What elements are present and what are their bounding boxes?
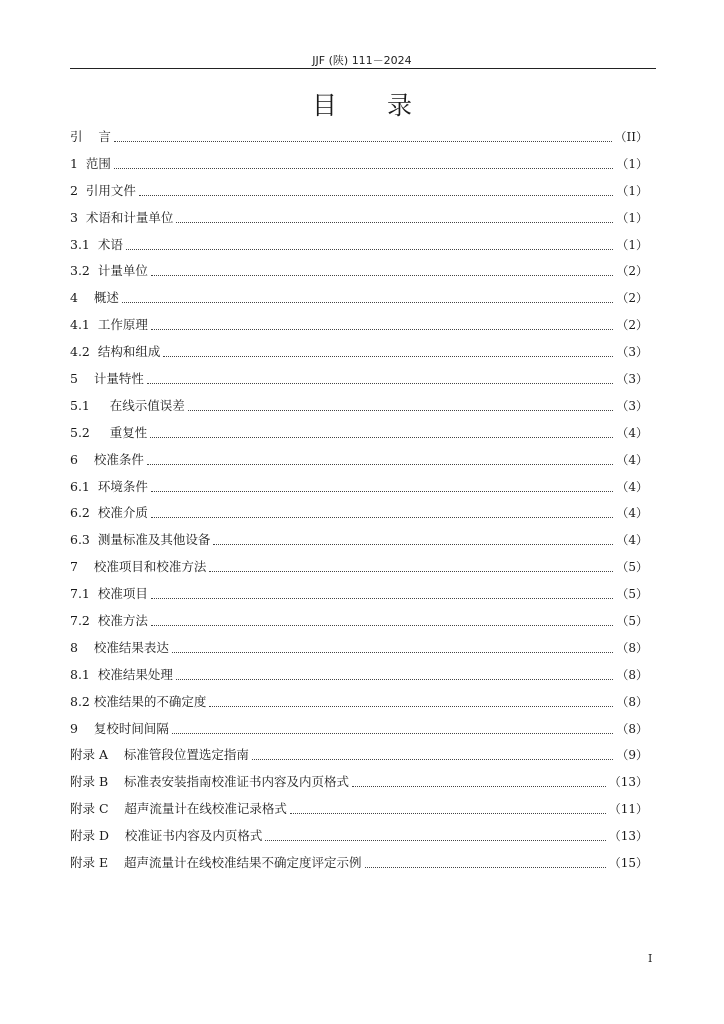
toc-entry[interactable]	[70, 850, 648, 877]
toc-dot-leader	[114, 168, 613, 169]
toc-entry[interactable]	[70, 258, 648, 285]
toc-entry-label: 1 范围	[70, 155, 111, 171]
toc-entry[interactable]	[70, 635, 648, 662]
toc-entry-label: 附录 B 标准表安装指南校准证书内容及内页格式	[70, 774, 350, 790]
toc-dot-leader	[352, 786, 606, 787]
toc-entry[interactable]	[70, 232, 648, 259]
toc-entry-label: 5.1 在线示值误差	[70, 397, 185, 413]
toc-entry[interactable]	[70, 608, 648, 635]
toc-dot-leader	[147, 383, 614, 384]
toc-entry[interactable]	[70, 527, 648, 554]
toc-entry[interactable]	[70, 742, 648, 769]
toc-dot-leader	[151, 598, 614, 599]
toc-dot-leader	[151, 275, 614, 276]
toc-entry-label: 6.3 测量标准及其他设备	[70, 532, 211, 548]
toc-dot-leader	[213, 544, 613, 545]
toc-entry[interactable]	[70, 124, 648, 151]
toc-entry-page: （3）	[616, 398, 648, 413]
toc-entry[interactable]	[70, 393, 648, 420]
toc-dot-leader	[114, 141, 612, 142]
toc-entry-label: 5.2 重复性	[70, 424, 148, 440]
toc-dot-leader	[163, 356, 613, 357]
toc-entry-label: 附录 A 标准管段位置选定指南	[70, 747, 249, 763]
toc-entry[interactable]	[70, 716, 648, 743]
toc-entry[interactable]	[70, 339, 648, 366]
toc-entry[interactable]	[70, 823, 648, 850]
toc-dot-leader	[188, 410, 614, 411]
toc-entry-page: （1）	[616, 210, 648, 225]
toc-entry-label: 引 言	[70, 129, 111, 144]
toc-dot-leader	[209, 706, 613, 707]
toc-entry-page: （8）	[616, 667, 648, 682]
toc-entry[interactable]	[70, 662, 648, 689]
toc-entry-page: （3）	[616, 372, 648, 387]
toc-dot-leader	[252, 759, 613, 760]
toc-entry-label: 9 复校时间间隔	[70, 720, 169, 736]
running-header: JJF (陕) 111－2024	[312, 54, 412, 67]
toc-dot-leader	[151, 329, 614, 330]
toc-entry[interactable]	[70, 178, 648, 205]
toc-entry[interactable]	[70, 366, 648, 393]
toc-entry-label: 3 术语和计量单位	[70, 209, 174, 225]
toc-dot-leader	[122, 302, 614, 303]
toc-entry-label: 4.2 结构和组成	[70, 344, 161, 360]
toc-entry-page: （1）	[616, 237, 648, 252]
toc-dot-leader	[365, 867, 606, 868]
toc-entry-page: （9）	[616, 748, 648, 763]
toc-dot-leader	[172, 733, 614, 734]
toc-entry-page: （3）	[616, 345, 648, 360]
toc-entry-page: （II）	[614, 130, 648, 144]
toc-dot-leader	[147, 464, 614, 465]
toc-entry-label: 3.1 术语	[70, 236, 123, 252]
toc-entry[interactable]	[70, 312, 648, 339]
toc-entry-label: 7.2 校准方法	[70, 613, 148, 629]
title-char-1: 目	[311, 91, 337, 120]
toc-entry-label: 6 校准条件	[70, 451, 144, 467]
toc-entry-page: （8）	[616, 721, 648, 736]
toc-dot-leader	[139, 195, 613, 196]
toc-entry-page: （4）	[616, 425, 648, 440]
toc-entry-page: （11）	[608, 802, 648, 817]
toc-entry-label: 附录 D 校准证书内容及内页格式	[70, 828, 263, 844]
toc-entry-page: （13）	[608, 775, 648, 790]
toc-entry-page: （4）	[616, 479, 648, 494]
toc-dot-leader	[151, 491, 614, 492]
toc-entry-page: （5）	[616, 587, 648, 602]
page-title	[0, 86, 724, 122]
toc-entry-label: 4.1 工作原理	[70, 317, 148, 333]
toc-dot-leader	[265, 840, 605, 841]
toc-entry-page: （5）	[616, 614, 648, 629]
toc-entry-label: 8 校准结果表达	[70, 639, 169, 655]
toc-entry-page: （13）	[608, 829, 648, 844]
toc-entry-page: （8）	[616, 694, 648, 709]
toc-dot-leader	[151, 625, 614, 626]
toc-entry[interactable]	[70, 500, 648, 527]
toc-entry[interactable]	[70, 796, 648, 823]
toc-entry[interactable]	[70, 447, 648, 474]
toc-entry[interactable]	[70, 554, 648, 581]
toc-entry-page: （5）	[616, 560, 648, 575]
toc-entry-label: 6.2 校准介质	[70, 505, 148, 521]
toc-dot-leader	[176, 222, 613, 223]
title-char-2: 录	[387, 91, 413, 120]
toc-entry-page: （4）	[616, 452, 648, 467]
toc-dot-leader	[172, 652, 614, 653]
toc-entry[interactable]	[70, 285, 648, 312]
toc-entry-page: （15）	[608, 856, 648, 871]
toc-dot-leader	[176, 679, 614, 680]
header-rule	[70, 68, 656, 69]
toc-entry-label: 5 计量特性	[70, 371, 144, 387]
toc-entry-page: （4）	[616, 533, 648, 548]
toc-entry[interactable]	[70, 151, 648, 178]
toc-entry-page: （1）	[616, 156, 648, 171]
toc-entry-label: 7 校准项目和校准方法	[70, 559, 207, 575]
table-of-contents	[70, 124, 648, 877]
toc-entry-label: 附录 E 超声流量计在线校准结果不确定度评定示例	[70, 855, 362, 871]
toc-entry[interactable]	[70, 581, 648, 608]
toc-dot-leader	[290, 813, 606, 814]
toc-entry-label: 7.1 校准项目	[70, 586, 148, 602]
toc-dot-leader	[209, 571, 613, 572]
toc-entry-page: （2）	[616, 264, 648, 279]
toc-entry-label: 8.1 校准结果处理	[70, 666, 173, 682]
toc-dot-leader	[150, 437, 613, 438]
toc-dot-leader	[126, 249, 614, 250]
toc-entry-page: （2）	[616, 318, 648, 333]
toc-entry-label: 4 概述	[70, 290, 119, 306]
toc-entry-label: 8.2 校准结果的不确定度	[70, 693, 207, 709]
toc-entry-label: 6.1 环境条件	[70, 478, 148, 494]
toc-entry-page: （8）	[616, 640, 648, 655]
toc-entry[interactable]	[70, 689, 648, 716]
toc-entry-label: 3.2 计量单位	[70, 263, 148, 279]
toc-entry-label: 附录 C 超声流量计在线校准记录格式	[70, 801, 287, 817]
toc-entry[interactable]	[70, 205, 648, 232]
toc-entry[interactable]	[70, 420, 648, 447]
toc-dot-leader	[151, 517, 614, 518]
toc-entry[interactable]	[70, 769, 648, 796]
toc-entry-label: 2 引用文件	[70, 182, 136, 198]
page-number: I	[648, 952, 653, 965]
toc-entry[interactable]	[70, 474, 648, 501]
toc-entry-page: （4）	[616, 506, 648, 521]
toc-entry-page: （2）	[616, 291, 648, 306]
toc-entry-page: （1）	[616, 183, 648, 198]
